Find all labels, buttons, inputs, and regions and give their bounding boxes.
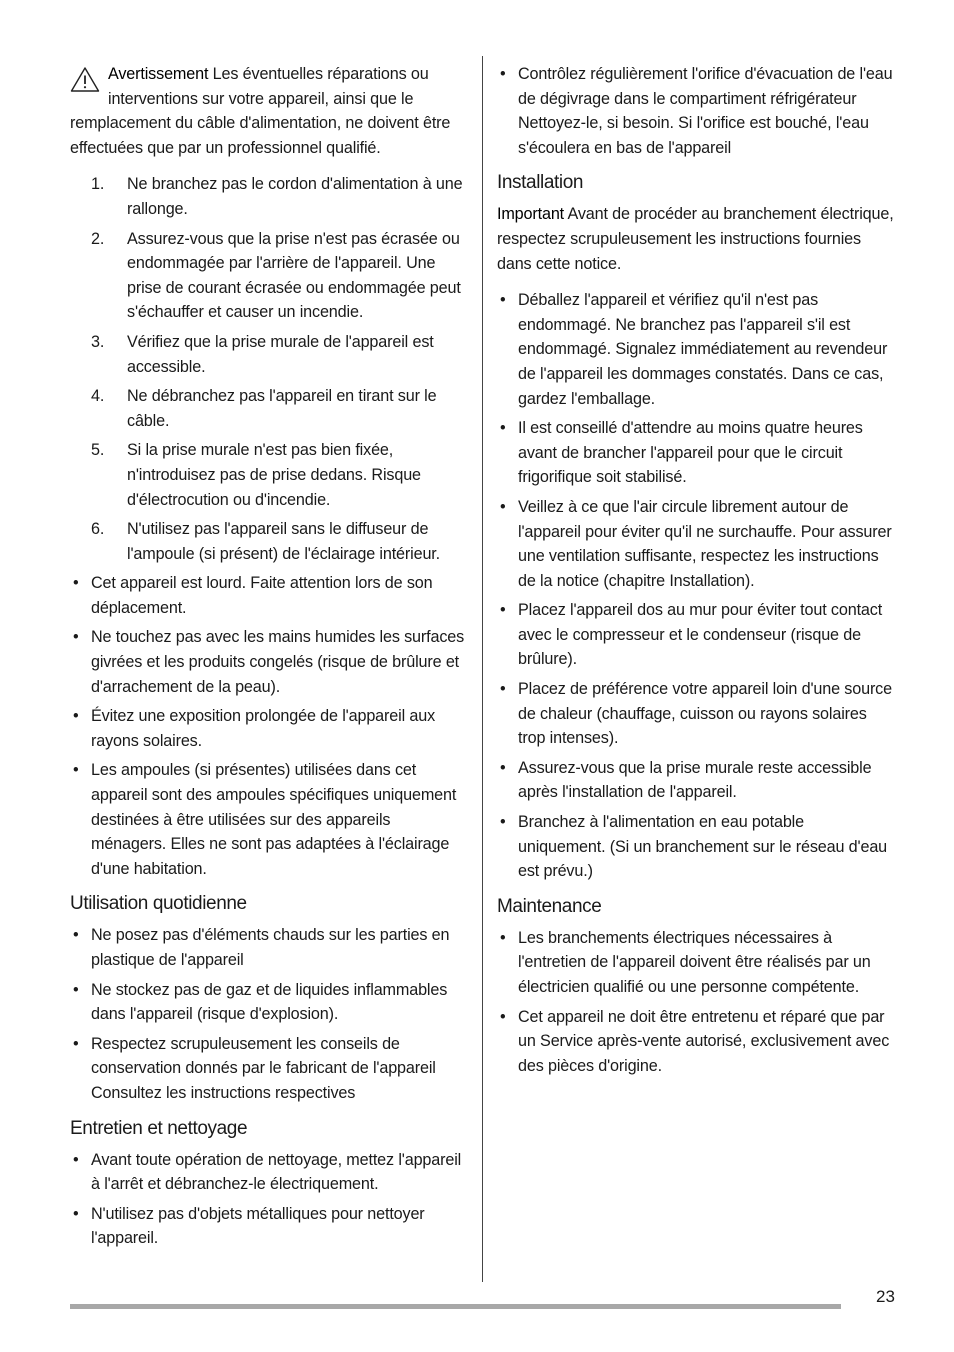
item-text: Assurez-vous que la prise murale reste accessible après l'installation de l'appareil. bbox=[518, 758, 872, 802]
list-item bbox=[70, 1148, 467, 1197]
list-item bbox=[497, 598, 895, 672]
important-note bbox=[497, 202, 895, 276]
daily-use-list bbox=[70, 923, 467, 1105]
item-text: Respectez scrupuleusement les conseils de conservation donnés par le fabricant de l'appareil Consultez les instructions respectives bbox=[91, 1034, 436, 1102]
list-item bbox=[70, 384, 467, 433]
page-number: 23 bbox=[876, 1287, 895, 1306]
bullet: • bbox=[500, 601, 506, 620]
bullet: • bbox=[73, 628, 79, 647]
bullet: • bbox=[73, 1204, 79, 1223]
bullet: • bbox=[500, 291, 506, 310]
item-text: Cet appareil est lourd. Faite attention lors de son déplacement. bbox=[91, 574, 433, 617]
item-text: Veillez à ce que l'air circule librement autour de l'appareil pour éviter qu'il ne surchauffe. Pour assurer une ventilation suffisante, respectez les instructions de la notice (chapitre Installation). bbox=[518, 497, 892, 590]
item-text: Si la prise murale n'est pas bien fixée, n'introduisez pas de prise dedans. Risque d'électrocution ou d'incendie. bbox=[127, 441, 421, 509]
list-item bbox=[70, 625, 467, 699]
bullet: • bbox=[500, 758, 506, 777]
item-text: Les branchements électriques nécessaires à l'entretien de l'appareil doivent être réalisés par un électricien qualifié ou une personne compétente. bbox=[518, 928, 871, 996]
bullet: • bbox=[73, 926, 79, 945]
list-item bbox=[70, 923, 467, 972]
item-text: Ne débranchez pas l'appareil en tirant sur le câble. bbox=[127, 387, 437, 430]
column-divider bbox=[482, 56, 483, 1282]
list-item bbox=[497, 677, 895, 751]
item-text: Évitez une exposition prolongée de l'appareil aux rayons solaires. bbox=[91, 707, 436, 750]
list-item bbox=[70, 227, 467, 325]
item-number: 2. bbox=[91, 229, 105, 248]
item-text: N'utilisez pas l'appareil sans le diffuseur de l'ampoule (si présent) de l'éclairage intérieur. bbox=[127, 520, 441, 563]
item-text: Ne posez pas d'éléments chauds sur les parties en plastique de l'appareil bbox=[91, 926, 450, 969]
item-text: Ne touchez pas avec les mains humides les surfaces givrées et les produits congelés (risque de brûlure et d'arrachement de la peau). bbox=[91, 628, 465, 696]
list-item bbox=[70, 1032, 467, 1106]
list-item bbox=[497, 756, 895, 805]
item-number: 5. bbox=[91, 441, 105, 460]
list-item bbox=[497, 416, 895, 490]
item-number: 3. bbox=[91, 332, 105, 351]
bullet: • bbox=[500, 680, 506, 699]
section-heading-daily-use: Utilisation quotidienne bbox=[70, 893, 247, 915]
item-text: Ne branchez pas le cordon d'alimentation à une rallonge. bbox=[127, 175, 463, 218]
maintenance-list bbox=[497, 926, 895, 1079]
list-item bbox=[497, 62, 895, 160]
item-number: 1. bbox=[91, 175, 105, 194]
list-item bbox=[497, 810, 895, 884]
item-text: Branchez à l'alimentation en eau potable uniquement. (Si un branchement sur le réseau d'eau est prévu.) bbox=[518, 813, 888, 881]
item-text: Cet appareil ne doit être entretenu et réparé que par un Service après-vente autorisé, exclusivement avec des pièces d'origine. bbox=[518, 1007, 890, 1075]
item-text: Ne stockez pas de gaz et de liquides inflammables dans l'appareil (risque d'explosion). bbox=[91, 980, 448, 1024]
list-item bbox=[70, 172, 467, 221]
item-text: Avant toute opération de nettoyage, mettez l'appareil à l'arrêt et débranchez-le électriquement. bbox=[91, 1150, 462, 1194]
item-text: Placez l'appareil dos au mur pour éviter tout contact avec le compresseur et le condenseur (risque de brûlure). bbox=[518, 601, 883, 669]
list-item bbox=[497, 1005, 895, 1079]
list-item bbox=[70, 704, 467, 753]
bullet: • bbox=[73, 980, 79, 999]
list-item bbox=[70, 1202, 467, 1251]
item-number: 4. bbox=[91, 387, 105, 406]
list-item bbox=[70, 517, 467, 566]
bullet: • bbox=[73, 574, 79, 593]
list-item bbox=[70, 330, 467, 379]
right-column bbox=[497, 62, 895, 1083]
left-column bbox=[70, 62, 467, 1256]
bullet: • bbox=[500, 419, 506, 438]
bullet: • bbox=[500, 65, 506, 83]
item-text: Placez de préférence votre appareil loin d'une source de chaleur (chauffage, cuisson ou rayons solaires trop intenses). bbox=[518, 680, 892, 748]
bullet: • bbox=[500, 1007, 506, 1026]
list-item bbox=[497, 495, 895, 593]
item-text: Assurez-vous que la prise n'est pas écrasée ou endommagée par l'arrière de l'appareil. Une prise de courant écrasée ou endommagée peut s'échauffer et causer un incendie. bbox=[127, 229, 461, 322]
important-text: Avant de procéder au branchement électrique, respectez scrupuleusement les instructions fournies dans cette notice. bbox=[497, 205, 894, 273]
numbered-list bbox=[70, 172, 467, 566]
list-item bbox=[70, 571, 467, 620]
warning-triangle-icon bbox=[70, 66, 100, 94]
list-item bbox=[497, 926, 895, 1000]
bullet: • bbox=[73, 1150, 79, 1169]
list-item bbox=[70, 758, 467, 881]
list-item bbox=[497, 288, 895, 411]
item-number: 6. bbox=[91, 520, 105, 539]
item-text: Il est conseillé d'attendre au moins quatre heures avant de brancher l'appareil pour que le circuit frigorifique soit stabilisé. bbox=[518, 419, 863, 487]
list-item bbox=[70, 438, 467, 512]
warning-note bbox=[70, 62, 467, 160]
bullet: • bbox=[500, 928, 506, 947]
safety-bullet-list bbox=[70, 571, 467, 881]
bullet: • bbox=[73, 1034, 79, 1053]
item-text: Contrôlez régulièrement l'orifice d'évacuation de l'eau de dégivrage dans le compartiment réfrigérateur Nettoyez-le, si besoin. Si l'orifice est bouché, l'eau s'écoulera en bas de l'appareil bbox=[518, 65, 893, 157]
bullet: • bbox=[500, 813, 506, 832]
defrost-bullet-list bbox=[497, 62, 895, 160]
important-label: Important bbox=[497, 205, 565, 224]
bullet: • bbox=[500, 497, 506, 516]
list-item bbox=[70, 978, 467, 1027]
cleaning-list bbox=[70, 1148, 467, 1251]
item-text: N'utilisez pas d'objets métalliques pour nettoyer l'appareil. bbox=[91, 1204, 425, 1248]
section-heading-installation: Installation bbox=[497, 172, 584, 194]
item-text: Les ampoules (si présentes) utilisées dans cet appareil sont des ampoules spécifiques uniquement destinées à être utilisées sur des appareils ménagers. Elles ne sont pas adaptées à l'éclairage d'une habitation. bbox=[91, 761, 457, 878]
installation-list bbox=[497, 288, 895, 884]
section-heading-cleaning: Entretien et nettoyage bbox=[70, 1117, 248, 1139]
bullet: • bbox=[73, 761, 79, 780]
item-text: Vérifiez que la prise murale de l'appareil est accessible. bbox=[127, 332, 434, 376]
footer-rule bbox=[70, 1304, 841, 1309]
warning-label: Avertissement bbox=[108, 65, 209, 83]
item-text: Déballez l'appareil et vérifiez qu'il n'est pas endommagé. Ne branchez pas l'appareil s'il est endommagé. Signalez immédiatement au revendeur de l'appareil les dommages constatés. Dans ce cas, gardez l'emballage. bbox=[518, 291, 888, 408]
warning-text: Les éventuelles réparations ou interventions sur votre appareil, ainsi que le remplacement du câble d'alimentation, ne doivent être effectuées que par un professionnel qualifié. bbox=[70, 65, 451, 157]
section-heading-maintenance: Maintenance bbox=[497, 895, 602, 917]
bullet: • bbox=[73, 707, 79, 726]
